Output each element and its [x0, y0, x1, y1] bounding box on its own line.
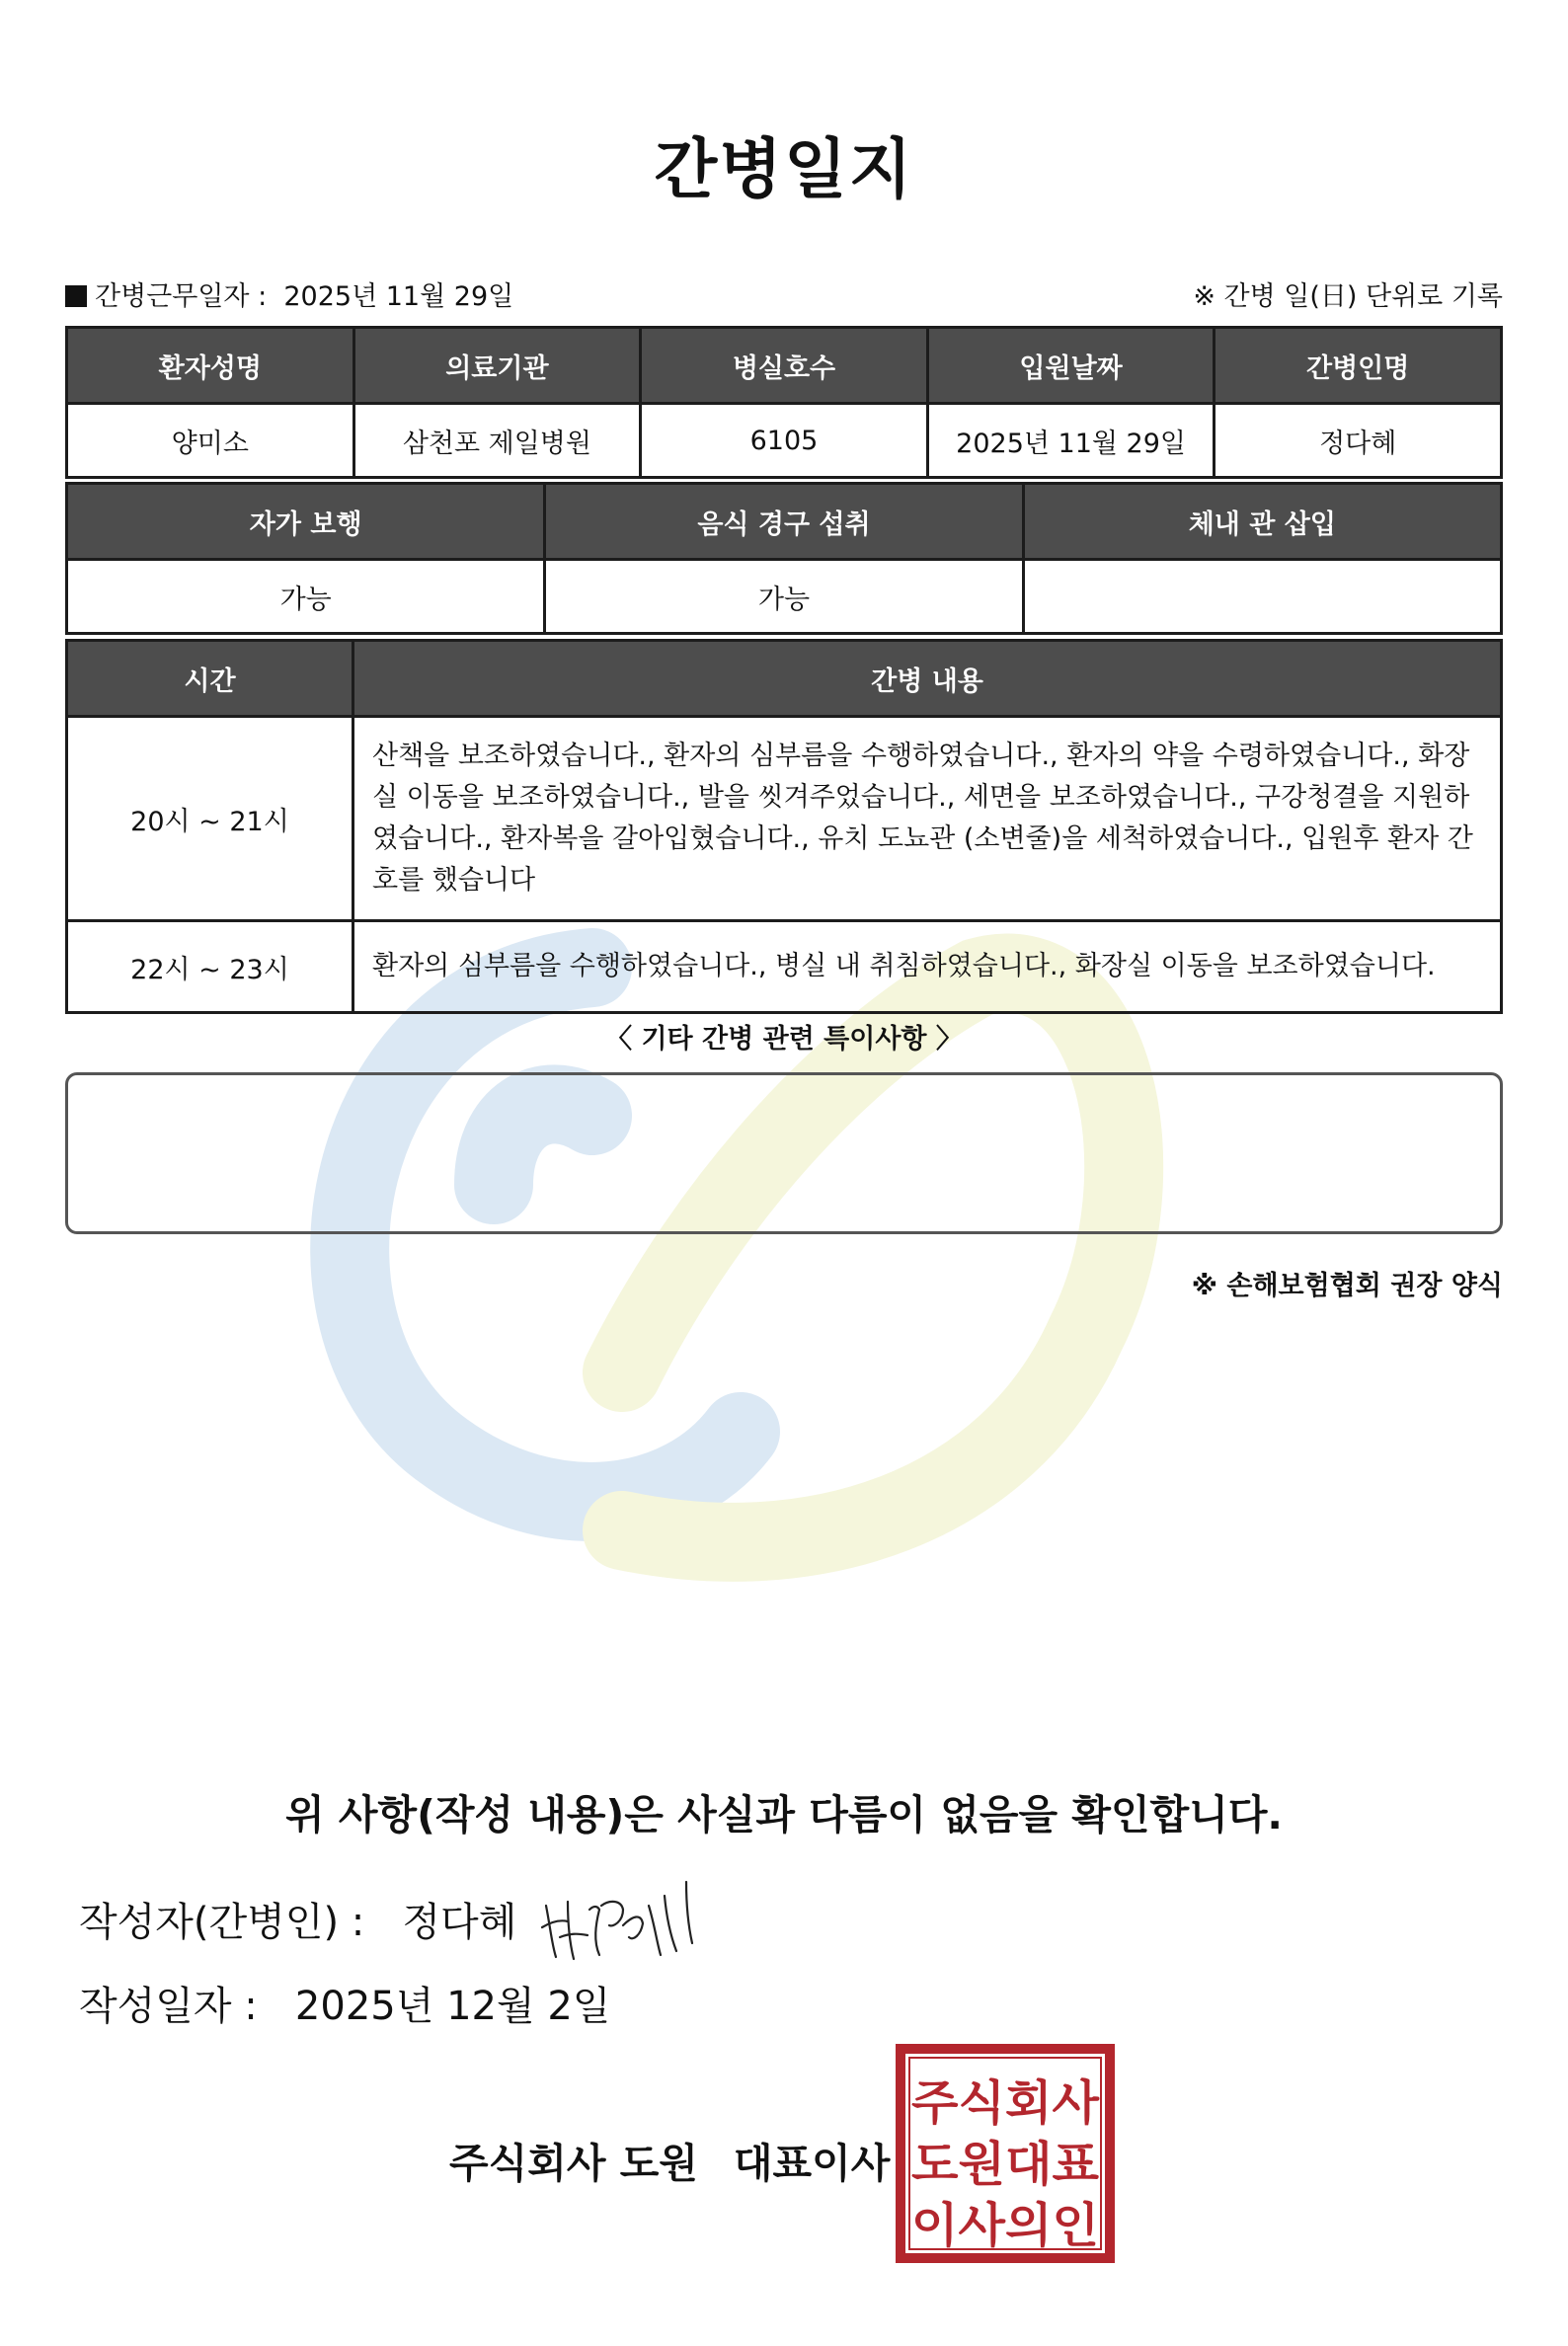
special-notes-box [65, 1072, 1503, 1234]
writer-name: 정다혜 [402, 1900, 517, 1945]
care-content: 산책을 보조하였습니다., 환자의 심부름을 수행하였습니다., 환자의 약을 수령하였습니다., 화장실 이동을 보조하였습니다., 발을 씻겨주었습니다., 세면을 보조하였습니다., 구강청결을 지원하였습니다., 환자복을 갈아입혔습니다., 유치 도뇨관 (소변줄)을 세척하였습니다., 입원후 환자 간호를 했습니다 [353, 717, 1502, 921]
tube-insertion-value [1023, 560, 1501, 634]
confirmation-statement: 위 사항(작성 내용)은 사실과 다름이 없음을 확인합니다. [284, 1791, 1284, 1838]
work-date [65, 274, 513, 313]
self-walking-value: 가능 [67, 560, 545, 634]
care-time: 22시 ~ 23시 [67, 921, 353, 1013]
company-name: 주식회사 도원 [449, 2140, 698, 2187]
seal-line: 이사의인 [911, 2198, 1099, 2253]
square-bullet-icon [65, 285, 87, 307]
record-unit-note: ※ 간병 일(日) 단위로 기록 [1193, 281, 1503, 312]
care-time: 20시 ~ 21시 [67, 717, 353, 921]
header-self-walking: 자가 보행 [67, 484, 545, 560]
work-date-separator: : [258, 281, 268, 312]
care-content: 환자의 심부름을 수행하였습니다., 병실 내 취침하였습니다., 화장실 이동을 보조하였습니다. [353, 921, 1502, 1013]
seal-line: 도원대표 [911, 2137, 1100, 2192]
oral-intake-value: 가능 [545, 560, 1023, 634]
writer-line [79, 1891, 516, 1947]
header-admission-date: 입원날짜 [927, 328, 1215, 404]
table-row [67, 921, 1502, 1013]
document-title: 간병일지 [654, 131, 914, 207]
company-signature-line [449, 2131, 890, 2189]
patient-info-table [65, 326, 1503, 479]
writer-label: 작성자(간병인) [79, 1900, 340, 1945]
admission-date: 2025년 11월 29일 [927, 404, 1215, 478]
caregiver-name: 정다혜 [1215, 404, 1502, 478]
seal-line: 주식회사 [911, 2075, 1100, 2131]
patient-name: 양미소 [67, 404, 354, 478]
header-hospital: 의료기관 [353, 328, 641, 404]
written-date-separator: : [244, 1984, 258, 2029]
written-date-value: 2025년 12월 2일 [294, 1984, 611, 2029]
care-log-table [65, 639, 1503, 1014]
written-date-line [79, 1975, 610, 2031]
table-row [67, 717, 1502, 921]
written-date-label: 작성일자 [79, 1984, 232, 2029]
writer-separator: : [351, 1900, 365, 1945]
handwritten-signature [538, 1876, 716, 1965]
header-caregiver-name: 간병인명 [1215, 328, 1502, 404]
header-care-content: 간병 내용 [353, 641, 1502, 717]
room-number: 6105 [641, 404, 928, 478]
ceo-title: 대표이사 [733, 2140, 891, 2187]
header-oral-intake: 음식 경구 섭취 [545, 484, 1023, 560]
hospital: 삼천포 제일병원 [353, 404, 641, 478]
form-source-note: ※ 손해보험협회 권장 양식 [1191, 1271, 1503, 1301]
work-date-value: 2025년 11월 29일 [283, 281, 514, 312]
company-seal-stamp [896, 2044, 1115, 2263]
header-time: 시간 [67, 641, 353, 717]
special-notes-label: 〈 기타 간병 관련 특이사항 〉 [605, 1024, 963, 1055]
header-patient-name: 환자성명 [67, 328, 354, 404]
header-tube-insertion: 체내 관 삽입 [1023, 484, 1501, 560]
patient-status-table [65, 482, 1503, 635]
work-date-label: 간병근무일자 [95, 281, 250, 312]
header-room-number: 병실호수 [641, 328, 928, 404]
